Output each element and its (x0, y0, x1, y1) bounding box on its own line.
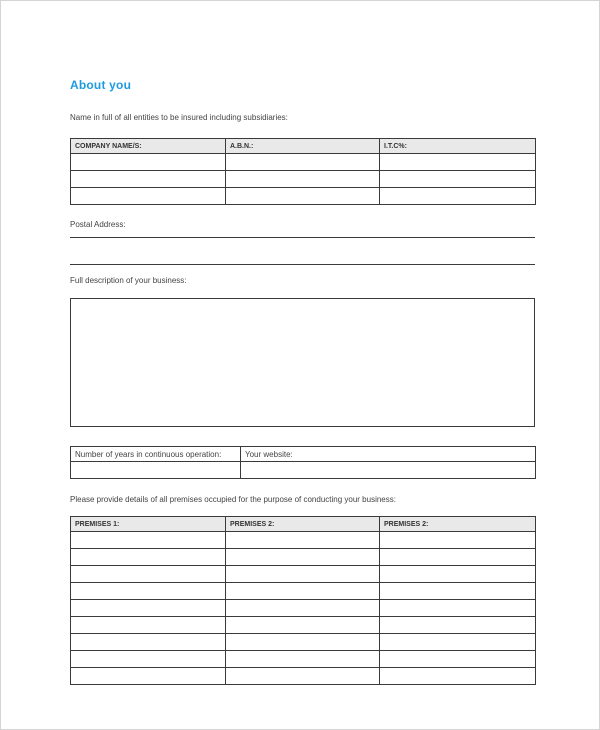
abn-field[interactable] (226, 188, 380, 205)
column-header-premises-3: PREMISES 2: (380, 517, 536, 532)
abn-field[interactable] (226, 171, 380, 188)
business-description-field[interactable] (70, 298, 535, 427)
entities-header-row (71, 139, 536, 154)
website-label: Your website: (241, 447, 536, 462)
premises-1-field[interactable] (71, 634, 226, 651)
entities-instruction: Name in full of all entities to be insured including subsidiaries: (70, 113, 288, 122)
table-row (71, 532, 536, 549)
table-row (71, 583, 536, 600)
column-header-itc: I.T.C%: (380, 139, 536, 154)
abn-field[interactable] (226, 154, 380, 171)
itc-field[interactable] (380, 188, 536, 205)
premises-2-field[interactable] (226, 583, 380, 600)
premises-3-field[interactable] (380, 532, 536, 549)
premises-1-field[interactable] (71, 668, 226, 685)
premises-1-field[interactable] (71, 549, 226, 566)
premises-1-field[interactable] (71, 583, 226, 600)
column-header-premises-2: PREMISES 2: (226, 517, 380, 532)
table-row (71, 634, 536, 651)
column-header-company-name: COMPANY NAME/S: (71, 139, 226, 154)
premises-2-field[interactable] (226, 668, 380, 685)
table-row (71, 188, 536, 205)
premises-3-field[interactable] (380, 549, 536, 566)
postal-address-label: Postal Address: (70, 220, 126, 229)
premises-1-field[interactable] (71, 651, 226, 668)
company-name-field[interactable] (71, 188, 226, 205)
column-header-premises-1: PREMISES 1: (71, 517, 226, 532)
premises-1-field[interactable] (71, 600, 226, 617)
premises-3-field[interactable] (380, 617, 536, 634)
table-row (71, 600, 536, 617)
entities-table (70, 138, 536, 205)
company-name-field[interactable] (71, 154, 226, 171)
business-description-label: Full description of your business: (70, 276, 187, 285)
premises-2-field[interactable] (226, 634, 380, 651)
premises-2-field[interactable] (226, 566, 380, 583)
postal-address-line-2[interactable] (70, 264, 535, 265)
operation-label-row (71, 447, 536, 462)
operation-table (70, 446, 536, 479)
premises-3-field[interactable] (380, 566, 536, 583)
premises-1-field[interactable] (71, 617, 226, 634)
section-title: About you (70, 78, 132, 92)
operation-value-row (71, 462, 536, 479)
premises-3-field[interactable] (380, 583, 536, 600)
premises-table (70, 516, 536, 685)
premises-2-field[interactable] (226, 651, 380, 668)
itc-field[interactable] (380, 154, 536, 171)
premises-3-field[interactable] (380, 634, 536, 651)
premises-1-field[interactable] (71, 532, 226, 549)
table-row (71, 668, 536, 685)
table-row (71, 549, 536, 566)
premises-3-field[interactable] (380, 651, 536, 668)
table-row (71, 171, 536, 188)
table-row (71, 154, 536, 171)
premises-2-field[interactable] (226, 600, 380, 617)
column-header-abn: A.B.N.: (226, 139, 380, 154)
premises-1-field[interactable] (71, 566, 226, 583)
postal-address-line-1[interactable] (70, 237, 535, 238)
company-name-field[interactable] (71, 171, 226, 188)
itc-field[interactable] (380, 171, 536, 188)
premises-2-field[interactable] (226, 549, 380, 566)
premises-2-field[interactable] (226, 532, 380, 549)
premises-instruction: Please provide details of all premises occupied for the purpose of conducting your business: (70, 495, 396, 504)
premises-header-row (71, 517, 536, 532)
table-row (71, 617, 536, 634)
table-row (71, 566, 536, 583)
years-in-operation-field[interactable] (71, 462, 241, 479)
premises-3-field[interactable] (380, 600, 536, 617)
premises-2-field[interactable] (226, 617, 380, 634)
website-field[interactable] (241, 462, 536, 479)
years-in-operation-label: Number of years in continuous operation: (71, 447, 241, 462)
table-row (71, 651, 536, 668)
premises-3-field[interactable] (380, 668, 536, 685)
